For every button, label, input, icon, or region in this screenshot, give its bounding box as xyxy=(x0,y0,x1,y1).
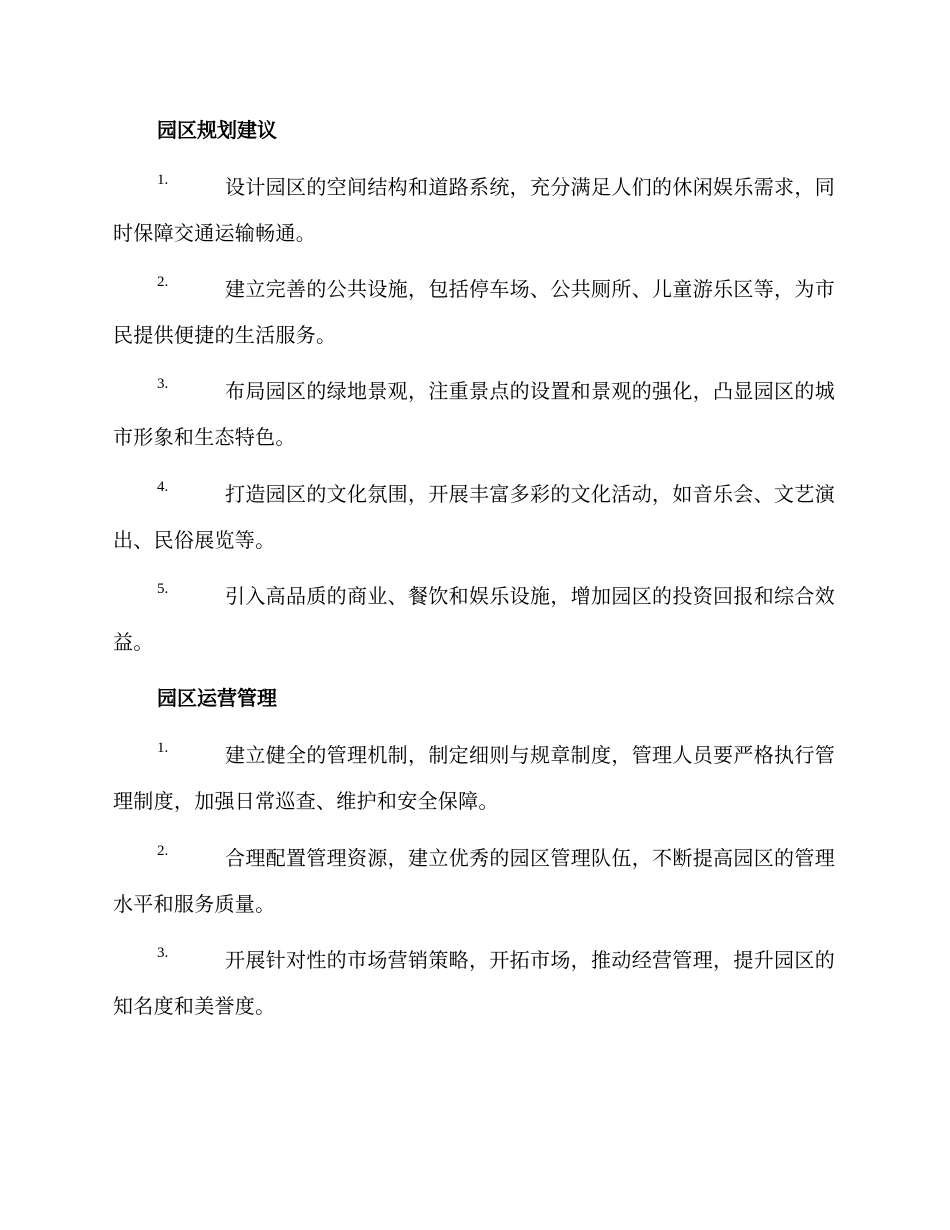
list-item-number: 1. xyxy=(157,172,169,188)
section-heading-planning: 园区规划建议 xyxy=(157,118,277,142)
list-item xyxy=(113,368,835,460)
list-item-text: 引入高品质的商业、餐饮和娱乐设施，增加园区的投资回报和综合效益。 xyxy=(113,584,835,654)
list-item-number: 3. xyxy=(157,376,169,392)
list-item-number: 2. xyxy=(157,274,169,290)
list-item-number: 5. xyxy=(157,581,169,597)
list-item-number: 3. xyxy=(157,945,169,961)
list-item-number: 4. xyxy=(157,479,169,495)
list-item-number: 2. xyxy=(157,843,169,859)
list-item xyxy=(113,471,835,563)
list-item-text: 开展针对性的市场营销策略，开拓市场，推动经营管理，提升园区的知名度和美誉度。 xyxy=(113,948,835,1018)
list-item-text: 设计园区的空间结构和道路系统，充分满足人们的休闲娱乐需求，同时保障交通运输畅通。 xyxy=(113,175,835,245)
list-item-number: 1. xyxy=(157,740,169,756)
list-item-text: 布局园区的绿地景观，注重景点的设置和景观的强化，凸显园区的城市形象和生态特色。 xyxy=(113,379,835,449)
list-item xyxy=(113,835,835,927)
list-item-text: 建立完善的公共设施，包括停车场、公共厕所、儿童游乐区等，为市民提供便捷的生活服务。 xyxy=(113,277,835,347)
list-item xyxy=(113,732,835,824)
list-item-text: 建立健全的管理机制，制定细则与规章制度，管理人员要严格执行管理制度，加强日常巡查、维护和安全保障。 xyxy=(113,743,835,813)
list-item-text: 打造园区的文化氛围，开展丰富多彩的文化活动，如音乐会、文艺演出、民俗展览等。 xyxy=(113,482,835,552)
list-item-text: 合理配置管理资源，建立优秀的园区管理队伍，不断提高园区的管理水平和服务质量。 xyxy=(113,846,835,916)
list-item xyxy=(113,573,835,665)
list-item xyxy=(113,937,835,1029)
list-item xyxy=(113,266,835,358)
section-heading-operations: 园区运营管理 xyxy=(157,686,277,710)
list-item xyxy=(113,164,835,256)
